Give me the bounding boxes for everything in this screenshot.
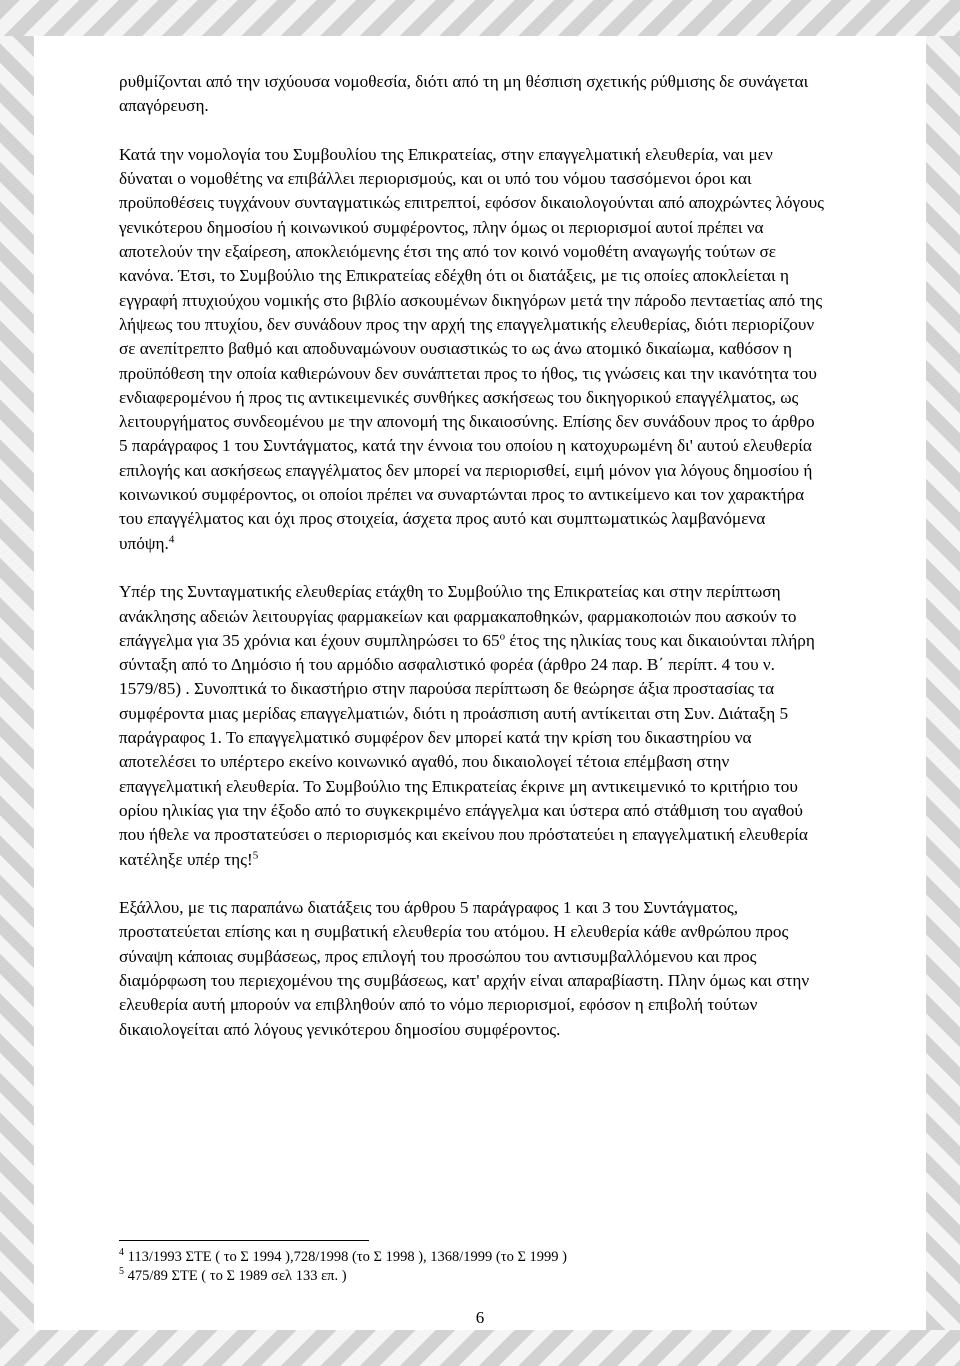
footnote-number: 5 (119, 1266, 124, 1278)
footnote-separator (119, 1240, 369, 1241)
footnote-5 (119, 1267, 824, 1286)
page-border-top (0, 0, 960, 36)
page-border-bottom (0, 1330, 960, 1366)
ordinal-superscript: ο (499, 630, 506, 643)
footnote-text: 475/89 ΣΤΕ ( το Σ 1989 σελ 133 επ. ) (127, 1268, 347, 1284)
paragraph-3-text-b: έτος της ηλικίας τους και δικαιούνται πλήρη σύνταξη από το Δημόσιο ή του αρμόδιο ασφαλιστικό φορέα (άρθρο 24 παρ. Β΄ περίπτ. 4 του ν. 1579/85) . Συνοπτικά το δικαστήριο στην παρούσα περίπτωση δε θεώρησε άξια προστασίας τα συμφέροντα μιας μερίδας επαγγελματιών, διότι η προάσπιση αυτή αντίκειται στη Συν. Διάταξη 5 παράγραφος 1. Το επαγγελματικό συμφέρον δεν μπορεί κατά την κρίση του δικαστηρίου να αποτελέσει το υπέρτερο εκείνο κοινωνικό αγαθό, που δικαιολογεί τέτοια επέμβαση στην επαγγελματική ελευθερία. Το Συμβούλιο της Επικρατείας έκρινε μη αντικειμενικό το κριτήριο του ορίου ηλικίας για την έξοδο από το συγκεκριμένο επάγγελμα και ύστερα από στάθμιση του αγαθού που ήθελε να προστατεύσει ο περιορισμός και εκείνου που πρόστατεύει η επαγγελματική ελευθερία κατέληξε υπέρ της! (119, 630, 815, 869)
paragraph-3 (119, 580, 824, 872)
page-number: 6 (475, 1308, 485, 1327)
document-body (119, 70, 824, 1042)
paragraph-4: Εξάλλου, με τις παραπάνω διατάξεις του άρθρου 5 παράγραφος 1 και 3 του Συντάγματος, προστατεύεται επίσης και η συμβατική ελευθερία του ατόμου. Η ελευθερία κάθε ανθρώπου προς σύναψη κάποιας συμβάσεως, προς επιλογή του προσώπου του αντισυμβαλλόμενου και προς διαμόρφωση του περιεχομένου της συμβάσεως, κατ' αρχήν είναι απαραβίαστη. Πλην όμως και στην ελευθερία αυτή μπορούν να επιβληθούν από το νόμο περιορισμοί, εφόσον η επιβολή τούτων δικαιολογείται από λόγους γενικότερου δημοσίου συμφέροντος. (119, 898, 810, 1039)
footnote-ref-5: 5 (252, 848, 259, 861)
footnote-number: 4 (119, 1247, 124, 1259)
paragraph-1: ρυθμίζονται από την ισχύουσα νομοθεσία, διότι από τη μη θέσπιση σχετικής ρύθμισης δε συνάγεται απαγόρευση. (119, 72, 809, 116)
paragraph-3-text-a: Υπέρ της Συνταγματικής ελευθερίας ετάχθη το Συμβούλιο της Επικρατείας και στην περίπτωση ανάκλησης αδειών λειτουργίας φαρμακείων και φαρμακαποθηκών, φαρμακοποιών που ασκούν το επάγγελμα για 35 χρόνια και έχουν συμπληρώσει το 65 (119, 582, 797, 650)
page-border-left (0, 36, 34, 1330)
paragraph-2-text: Κατά την νομολογία του Συμβουλίου της Επικρατείας, στην επαγγελματική ελευθερία, ναι μεν δύναται ο νομοθέτης να επιβάλλει περιορισμούς, και οι υπό του νόμου τασσόμενοι όροι και προϋποθέσεις τυγχάνουν συνταγματικώς επιτρεπτοί, εφόσον δικαιολογούνται από αποχρώντες λόγους γενικότερου δημοσίου ή κοινωνικού συμφέροντος, πλην όμως οι περιορισμοί αυτοί πρέπει να αποτελούν την εξαίρεση, αποκλειόμενης έτσι της από τον κοινό νομοθέτη αναγωγής τούτων σε κανόνα. Έτσι, το Συμβούλιο της Επικρατείας εδέχθη ότι οι διατάξεις, με τις οποίες αποκλείεται η εγγραφή πτυχιούχου νομικής στο βιβλίο ασκουμένων δικηγόρων μετά την πάροδο πενταετίας από της λήψεως του πτυχίου, δεν συνάδουν προς την αρχή της επαγγελματικής ελευθερίας, διότι περιορίζουν σε ανεπίτρεπτο βαθμό και αποδυναμώνουν ουσιαστικώς το ως άνω ατομικό δικαίωμα, καθόσον η προϋπόθεση την οποία καθιερώνουν δεν συνάπτεται προς το ήθος, τις γνώσεις και την ικανότητα του ενδιαφερομένου ή προς τις αντικειμενικές συνθήκες ασκήσεως του δικηγορικού επαγγέλματος, ως λειτουργήματος συνδεομένου με την απονομή της δικαιοσύνης. Επίσης δεν συνάδουν προς το άρθρο 5 παράγραφος 1 του Συντάγματος, κατά την έννοια του οποίου η κατοχυρωμένη δι' αυτού ελευθερία επιλογής και ασκήσεως επαγγέλματος δεν μπορεί να περιορισθεί, ειμή μόνον για λόγους δημοσίου ή κοινωνικού συμφέροντος, οι οποίοι πρέπει να συναρτώνται προς το αντικείμενο και τον χαρακτήρα του επαγγέλματος και όχι προς στοιχεία, άσχετα προς αυτό και συμπτωματικώς λαμβανόμενα υπόψη. (119, 144, 824, 553)
footnote-4 (119, 1248, 824, 1267)
paragraph-2 (119, 143, 824, 556)
footnote-ref-4: 4 (168, 532, 175, 545)
page-border-right (926, 36, 960, 1330)
footnote-text: 113/1993 ΣΤΕ ( το Σ 1994 ),728/1998 (το Σ 1998 ), 1368/1999 (το Σ 1999 ) (127, 1249, 567, 1265)
footnotes (119, 1248, 824, 1286)
